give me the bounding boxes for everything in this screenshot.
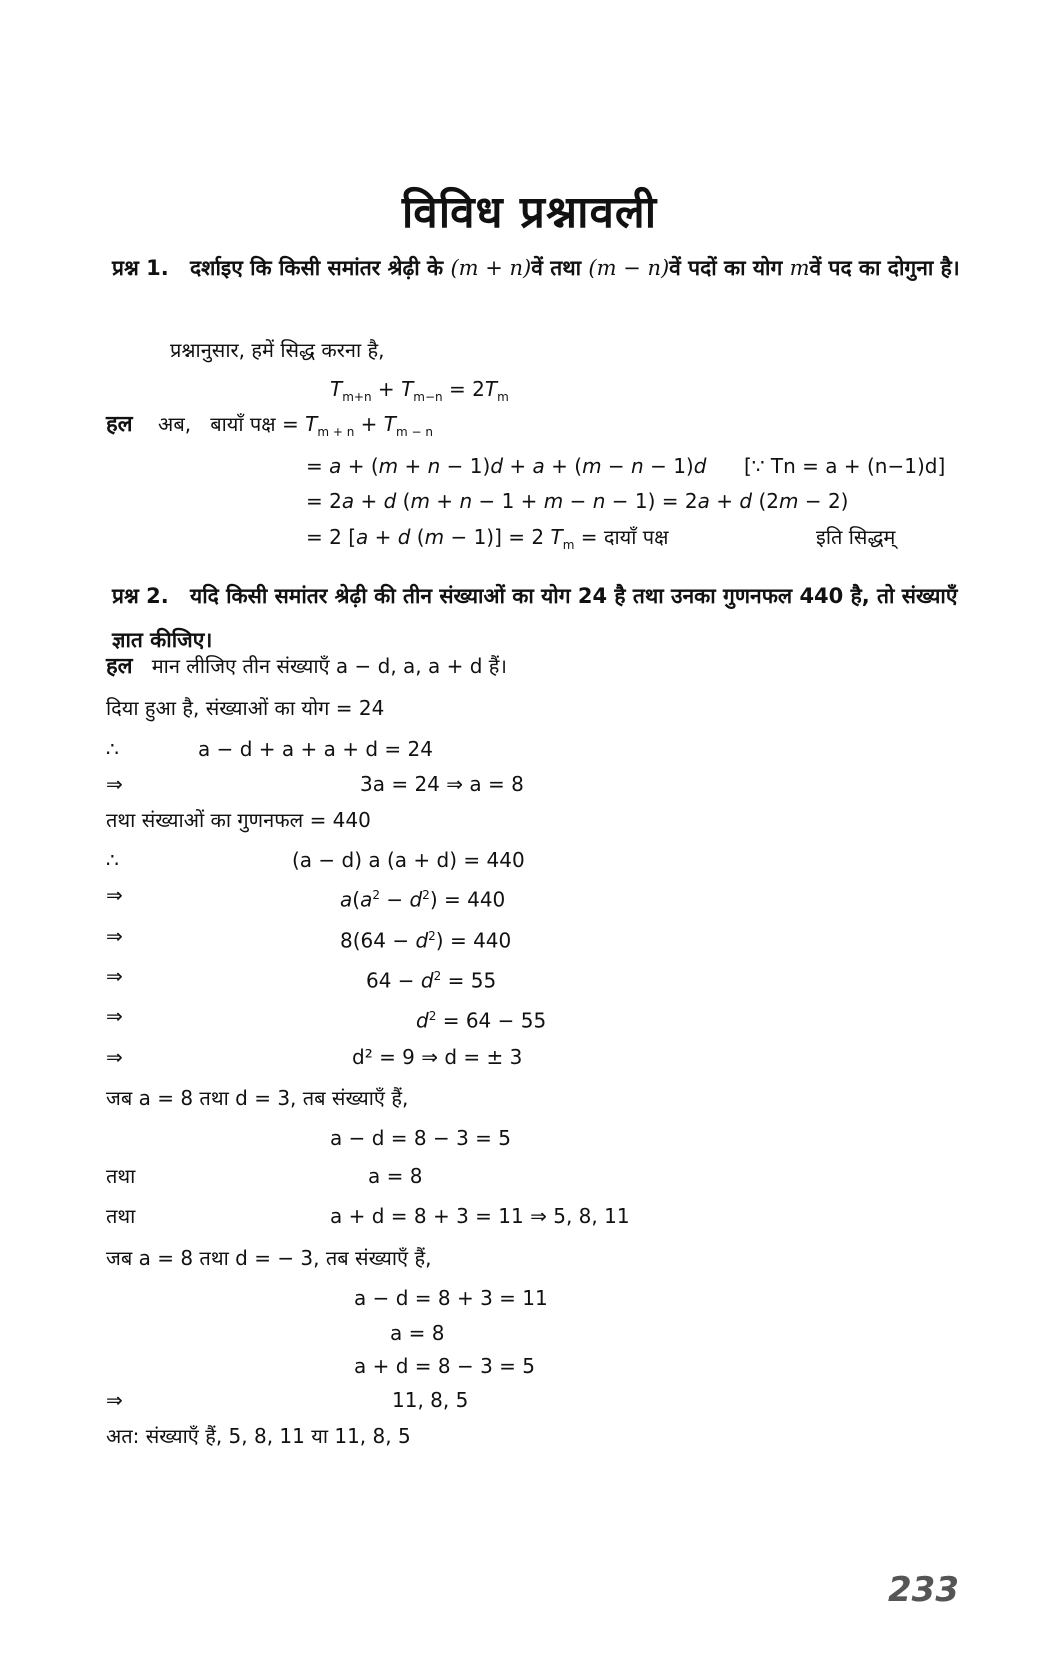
- question-1: [112, 246, 962, 290]
- sol2-conclusion: अत: संख्याएँ हैं, 5, 8, 11 या 11, 8, 5: [106, 1424, 411, 1448]
- sol2-eq-6: $64 - d^2 = 55$: [366, 968, 497, 993]
- sol2-l1-text: मान लीजिए तीन संख्याएँ a − d, a, a + d हैं।: [151, 654, 508, 678]
- q1-text-c: वें पदों का योग: [669, 256, 783, 280]
- sol2-tatha-2: तथा: [106, 1204, 136, 1228]
- sol1-step-3: = 2a + d (m + n − 1 + m − n − 1) = 2a + d (2m − 2): [306, 489, 849, 513]
- sol2-line-5: जब a = 8 तथा d = − 3, तब संख्याएँ हैं,: [106, 1246, 432, 1270]
- sol2-eq-10: a = 8: [368, 1164, 423, 1188]
- sol1-step-1: हल अब, बायाँ पक्ष = $T_{m + n} + T_{m - n}$: [106, 412, 433, 439]
- sol2-therefore-1: ∴: [106, 737, 119, 761]
- sol1-intro: प्रश्नानुसार, हमें सिद्ध करना है,: [170, 338, 385, 362]
- sol2-eq-15: 11, 8, 5: [392, 1388, 469, 1412]
- sol2-eq-3: (a − d) a (a + d) = 440: [292, 848, 525, 872]
- question-1-number: प्रश्न 1.: [112, 256, 169, 280]
- sol1-iti: इति सिद्धम्: [816, 525, 896, 549]
- sol2-implies-5: ⇒: [106, 1004, 123, 1028]
- sol2-line-2: दिया हुआ है, संख्याओं का योग = 24: [106, 696, 385, 720]
- sol2-eq-4: $a(a^2 - d^2) = 440$: [340, 887, 506, 912]
- sol1-step-4: = 2 [a + d (m − 1)] = 2 $T_m$ = दायाँ पक्ष: [306, 525, 669, 552]
- sol2-implies-2: ⇒: [106, 883, 123, 907]
- sol2-eq-11: a + d = 8 + 3 = 11 ⇒ 5, 8, 11: [330, 1204, 630, 1228]
- page-title: विविध प्रश्नावली: [401, 187, 658, 238]
- q1-text-b: वें तथा: [531, 256, 582, 280]
- sol2-eq-12: a − d = 8 + 3 = 11: [354, 1286, 548, 1310]
- sol1-hint: [∵ Tn = a + (n−1)d]: [744, 454, 946, 478]
- question-2-number: प्रश्न 2.: [112, 584, 169, 608]
- sol2-line-1: [106, 652, 507, 681]
- sol2-eq-5: $8(64 - d^2) = 440$: [340, 928, 512, 953]
- sol2-implies-6: ⇒: [106, 1045, 123, 1069]
- sol2-line-3: तथा संख्याओं का गुणनफल = 440: [106, 808, 371, 832]
- sol2-eq-13: a = 8: [390, 1321, 445, 1345]
- sol2-implies-4: ⇒: [106, 964, 123, 988]
- sol2-implies-1: ⇒: [106, 772, 123, 796]
- sol1-ab: अब,: [158, 412, 192, 436]
- q1-math-1: (m + n): [450, 256, 532, 280]
- sol2-line-4: जब a = 8 तथा d = 3, तब संख्याएँ हैं,: [106, 1086, 409, 1110]
- q1-text-d: वें पद का दोगुना है।: [809, 256, 960, 280]
- sol1-lhs-label: बायाँ पक्ष =: [210, 412, 299, 436]
- sol1-rhs-label: = दायाँ पक्ष: [580, 525, 669, 549]
- sol1-step-2: = a + (m + n − 1)d + a + (m − n − 1)d: [306, 454, 707, 478]
- sol1-hal-label: हल: [106, 412, 133, 437]
- sol2-hal-label: हल: [106, 654, 133, 679]
- sol1-statement: $T_{m+n} + T_{m-n} = 2T_m$: [330, 377, 509, 404]
- sol2-eq-2: 3a = 24 ⇒ a = 8: [360, 772, 524, 796]
- page-number: 233: [888, 1570, 959, 1610]
- q1-math-3: m: [789, 256, 810, 280]
- sol2-implies-7: ⇒: [106, 1388, 123, 1412]
- sol2-eq-1: a − d + a + a + d = 24: [198, 737, 433, 761]
- sol2-eq-9: a − d = 8 − 3 = 5: [330, 1126, 512, 1150]
- sol2-eq-8: d² = 9 ⇒ d = ± 3: [352, 1045, 523, 1069]
- sol2-therefore-2: ∴: [106, 848, 119, 872]
- sol2-eq-14: a + d = 8 − 3 = 5: [354, 1354, 536, 1378]
- q1-text-a: दर्शाइए कि किसी समांतर श्रेढ़ी के: [190, 256, 444, 280]
- sol2-eq-7: $d^2 = 64 - 55$: [416, 1008, 547, 1033]
- sol2-tatha-1: तथा: [106, 1164, 136, 1188]
- sol2-implies-3: ⇒: [106, 924, 123, 948]
- q2-text: यदि किसी समांतर श्रेढ़ी की तीन संख्याओं का योग 24 है तथा उनका गुणनफल 440 है, तो संख्याएँ ज्ञात कीजिए।: [112, 584, 958, 652]
- q1-math-2: (m − n): [588, 256, 670, 280]
- question-2: [112, 574, 962, 662]
